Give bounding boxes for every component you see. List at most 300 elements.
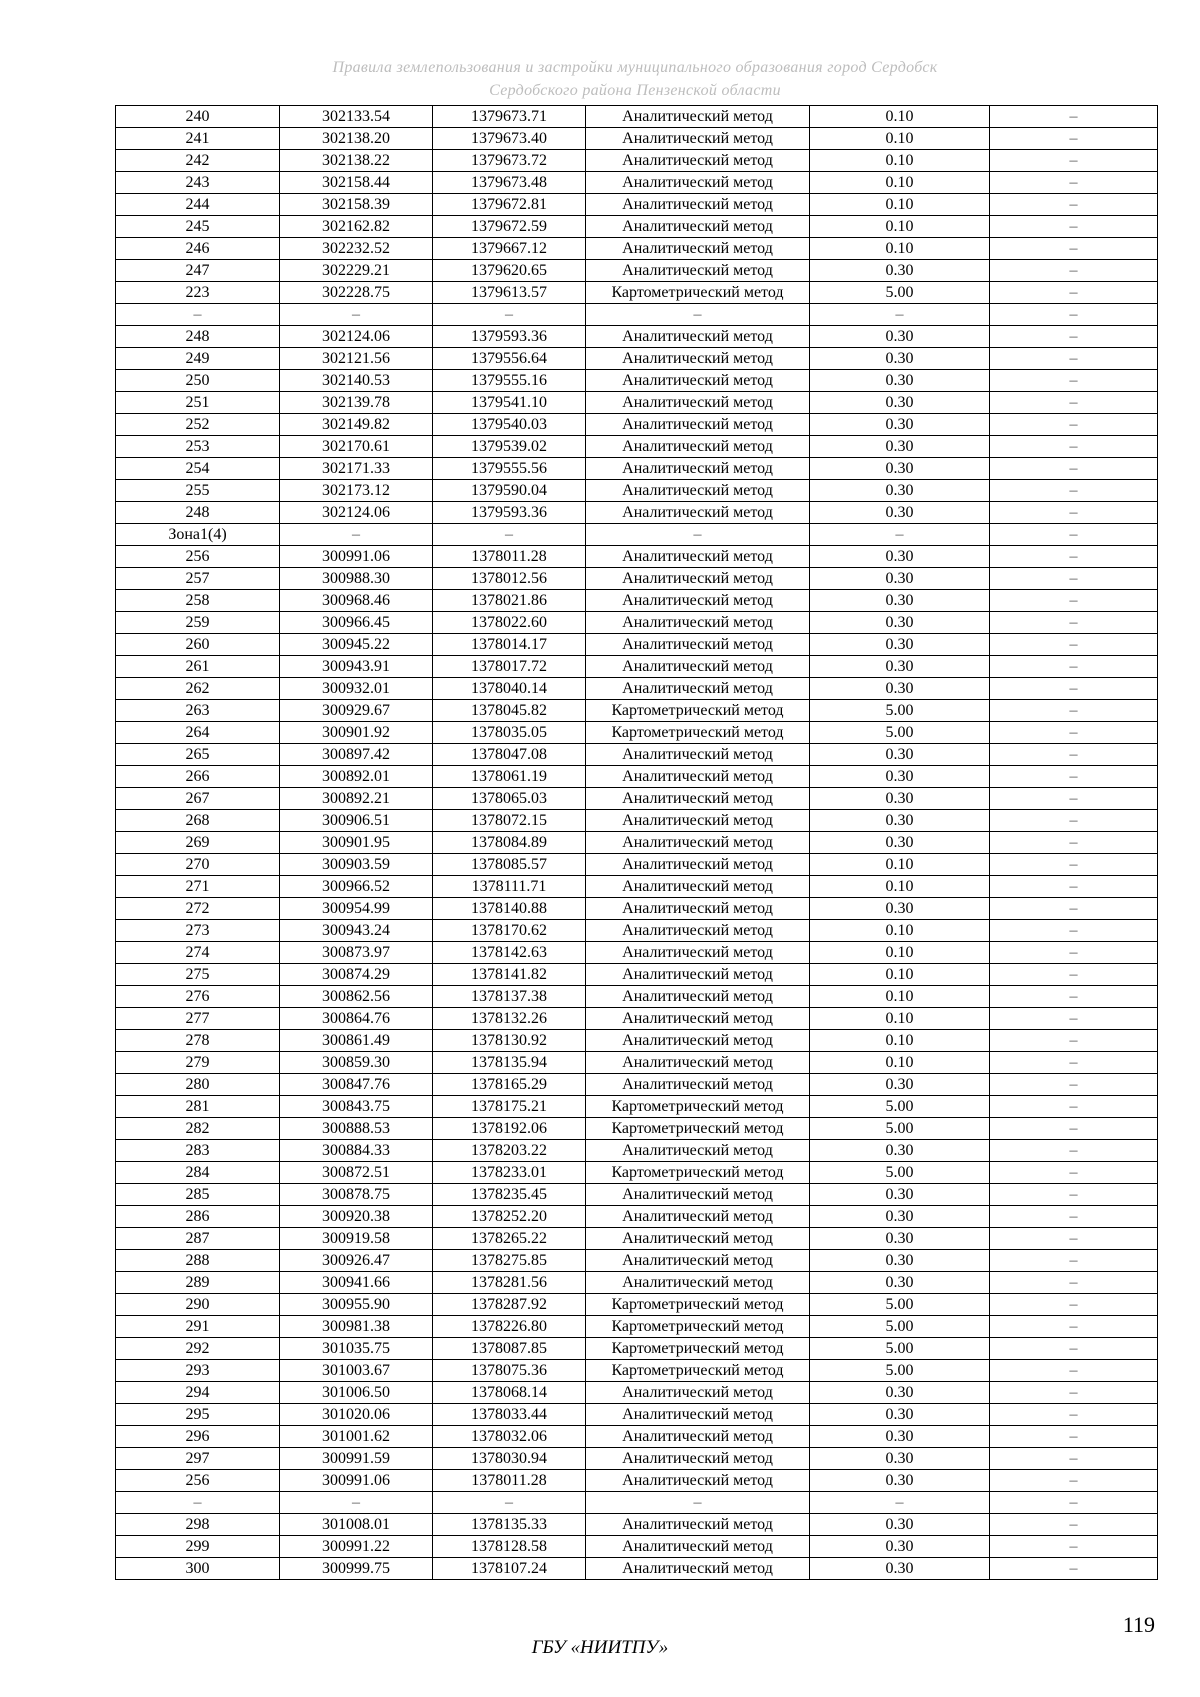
point-number-cell: 252 xyxy=(116,414,280,436)
description-cell: – xyxy=(990,1404,1158,1426)
description-cell: – xyxy=(990,1250,1158,1272)
point-number-cell: 241 xyxy=(116,128,280,150)
accuracy-cell: 0.10 xyxy=(810,1052,990,1074)
accuracy-cell: 0.10 xyxy=(810,942,990,964)
point-number-cell: 297 xyxy=(116,1448,280,1470)
x-coordinate-cell: 302138.20 xyxy=(280,128,433,150)
y-coordinate-cell: 1378085.57 xyxy=(433,854,586,876)
description-cell: – xyxy=(990,1316,1158,1338)
method-cell: Аналитический метод xyxy=(586,1030,810,1052)
x-coordinate-cell: 301001.62 xyxy=(280,1426,433,1448)
method-cell: Аналитический метод xyxy=(586,1536,810,1558)
point-number-cell: 281 xyxy=(116,1096,280,1118)
description-cell: – xyxy=(990,106,1158,128)
coordinates-table-body xyxy=(116,106,1158,1580)
accuracy-cell: 0.30 xyxy=(810,1382,990,1404)
accuracy-cell: 0.30 xyxy=(810,1404,990,1426)
accuracy-cell: 0.30 xyxy=(810,480,990,502)
method-cell: Картометрический метод xyxy=(586,1162,810,1184)
point-number-cell: 285 xyxy=(116,1184,280,1206)
table-row xyxy=(116,1448,1158,1470)
y-coordinate-cell: 1378030.94 xyxy=(433,1448,586,1470)
description-cell: – xyxy=(990,260,1158,282)
y-coordinate-cell: 1379673.40 xyxy=(433,128,586,150)
accuracy-cell: 0.30 xyxy=(810,1426,990,1448)
point-number-cell: 292 xyxy=(116,1338,280,1360)
accuracy-cell: 0.30 xyxy=(810,1140,990,1162)
description-cell: – xyxy=(990,1272,1158,1294)
accuracy-cell: 0.10 xyxy=(810,150,990,172)
x-coordinate-cell: 300864.76 xyxy=(280,1008,433,1030)
x-coordinate-cell: 301003.67 xyxy=(280,1360,433,1382)
method-cell: Аналитический метод xyxy=(586,1558,810,1580)
description-cell: – xyxy=(990,1294,1158,1316)
y-coordinate-cell: 1378061.19 xyxy=(433,766,586,788)
table-row xyxy=(116,194,1158,216)
y-coordinate-cell: 1379593.36 xyxy=(433,326,586,348)
accuracy-cell: 0.30 xyxy=(810,590,990,612)
description-cell: – xyxy=(990,546,1158,568)
accuracy-cell: 0.30 xyxy=(810,436,990,458)
table-row xyxy=(116,414,1158,436)
table-row xyxy=(116,1140,1158,1162)
accuracy-cell: 0.10 xyxy=(810,920,990,942)
y-coordinate-cell: 1378111.71 xyxy=(433,876,586,898)
description-cell: – xyxy=(990,568,1158,590)
point-number-cell: 280 xyxy=(116,1074,280,1096)
table-row xyxy=(116,678,1158,700)
table-row xyxy=(116,964,1158,986)
accuracy-cell: – xyxy=(810,1492,990,1514)
accuracy-cell: 0.30 xyxy=(810,612,990,634)
y-coordinate-cell: 1378035.05 xyxy=(433,722,586,744)
x-coordinate-cell: 300903.59 xyxy=(280,854,433,876)
x-coordinate-cell: 302158.39 xyxy=(280,194,433,216)
accuracy-cell: 0.30 xyxy=(810,766,990,788)
y-coordinate-cell: 1378128.58 xyxy=(433,1536,586,1558)
x-coordinate-cell: 300920.38 xyxy=(280,1206,433,1228)
method-cell: Аналитический метод xyxy=(586,546,810,568)
description-cell: – xyxy=(990,282,1158,304)
x-coordinate-cell: 302149.82 xyxy=(280,414,433,436)
description-cell: – xyxy=(990,612,1158,634)
accuracy-cell: 0.30 xyxy=(810,260,990,282)
description-cell: – xyxy=(990,524,1158,546)
description-cell: – xyxy=(990,854,1158,876)
y-coordinate-cell: 1378203.22 xyxy=(433,1140,586,1162)
accuracy-cell: 0.30 xyxy=(810,502,990,524)
description-cell: – xyxy=(990,722,1158,744)
x-coordinate-cell: 300874.29 xyxy=(280,964,433,986)
method-cell: Аналитический метод xyxy=(586,678,810,700)
accuracy-cell: 0.30 xyxy=(810,414,990,436)
accuracy-cell: 0.30 xyxy=(810,656,990,678)
description-cell: – xyxy=(990,216,1158,238)
description-cell: – xyxy=(990,304,1158,326)
table-row xyxy=(116,1360,1158,1382)
x-coordinate-cell: 302121.56 xyxy=(280,348,433,370)
table-row xyxy=(116,502,1158,524)
table-row xyxy=(116,524,1158,546)
method-cell: Аналитический метод xyxy=(586,1074,810,1096)
y-coordinate-cell: 1378132.26 xyxy=(433,1008,586,1030)
table-row xyxy=(116,1404,1158,1426)
y-coordinate-cell: 1379540.03 xyxy=(433,414,586,436)
y-coordinate-cell: 1378045.82 xyxy=(433,700,586,722)
method-cell: Аналитический метод xyxy=(586,150,810,172)
accuracy-cell: 5.00 xyxy=(810,1360,990,1382)
method-cell: – xyxy=(586,1492,810,1514)
description-cell: – xyxy=(990,634,1158,656)
x-coordinate-cell: 300991.06 xyxy=(280,546,433,568)
y-coordinate-cell: 1378047.08 xyxy=(433,744,586,766)
method-cell: Аналитический метод xyxy=(586,876,810,898)
y-coordinate-cell: 1378165.29 xyxy=(433,1074,586,1096)
point-number-cell: 286 xyxy=(116,1206,280,1228)
table-row xyxy=(116,1250,1158,1272)
y-coordinate-cell: 1378141.82 xyxy=(433,964,586,986)
table-row xyxy=(116,788,1158,810)
x-coordinate-cell: 300929.67 xyxy=(280,700,433,722)
method-cell: Аналитический метод xyxy=(586,348,810,370)
y-coordinate-cell: 1378235.45 xyxy=(433,1184,586,1206)
method-cell: Аналитический метод xyxy=(586,458,810,480)
description-cell: – xyxy=(990,744,1158,766)
description-cell: – xyxy=(990,986,1158,1008)
accuracy-cell: – xyxy=(810,524,990,546)
method-cell: Аналитический метод xyxy=(586,194,810,216)
method-cell: Аналитический метод xyxy=(586,1008,810,1030)
x-coordinate-cell: 300888.53 xyxy=(280,1118,433,1140)
method-cell: Аналитический метод xyxy=(586,1206,810,1228)
accuracy-cell: 0.10 xyxy=(810,106,990,128)
table-row xyxy=(116,370,1158,392)
table-row xyxy=(116,854,1158,876)
accuracy-cell: 0.30 xyxy=(810,634,990,656)
method-cell: Аналитический метод xyxy=(586,216,810,238)
y-coordinate-cell: – xyxy=(433,524,586,546)
y-coordinate-cell: 1378017.72 xyxy=(433,656,586,678)
description-cell: – xyxy=(990,1558,1158,1580)
table-row xyxy=(116,744,1158,766)
table-row xyxy=(116,1228,1158,1250)
description-cell: – xyxy=(990,1470,1158,1492)
y-coordinate-cell: 1378075.36 xyxy=(433,1360,586,1382)
point-number-cell: 255 xyxy=(116,480,280,502)
y-coordinate-cell: 1378033.44 xyxy=(433,1404,586,1426)
x-coordinate-cell: 300878.75 xyxy=(280,1184,433,1206)
description-cell: – xyxy=(990,876,1158,898)
method-cell: – xyxy=(586,304,810,326)
x-coordinate-cell: 300955.90 xyxy=(280,1294,433,1316)
x-coordinate-cell: 302170.61 xyxy=(280,436,433,458)
description-cell: – xyxy=(990,414,1158,436)
table-row xyxy=(116,766,1158,788)
point-number-cell: 263 xyxy=(116,700,280,722)
x-coordinate-cell: 300966.45 xyxy=(280,612,433,634)
point-number-cell: 242 xyxy=(116,150,280,172)
point-number-cell: 269 xyxy=(116,832,280,854)
x-coordinate-cell: 300872.51 xyxy=(280,1162,433,1184)
table-row xyxy=(116,634,1158,656)
x-coordinate-cell: 300954.99 xyxy=(280,898,433,920)
accuracy-cell: 5.00 xyxy=(810,1096,990,1118)
y-coordinate-cell: 1379620.65 xyxy=(433,260,586,282)
y-coordinate-cell: 1378265.22 xyxy=(433,1228,586,1250)
accuracy-cell: 0.30 xyxy=(810,832,990,854)
method-cell: Аналитический метод xyxy=(586,172,810,194)
method-cell: Аналитический метод xyxy=(586,1184,810,1206)
method-cell: Аналитический метод xyxy=(586,634,810,656)
header-line-1: Правила землепользования и застройки муниципального образования город Сердобск xyxy=(332,59,938,76)
accuracy-cell: 0.30 xyxy=(810,1272,990,1294)
point-number-cell: 272 xyxy=(116,898,280,920)
point-number-cell: 266 xyxy=(116,766,280,788)
method-cell: Аналитический метод xyxy=(586,414,810,436)
method-cell: Аналитический метод xyxy=(586,1228,810,1250)
method-cell: Картометрический метод xyxy=(586,1316,810,1338)
method-cell: Аналитический метод xyxy=(586,964,810,986)
y-coordinate-cell: 1378135.94 xyxy=(433,1052,586,1074)
method-cell: Аналитический метод xyxy=(586,1052,810,1074)
x-coordinate-cell: 300991.06 xyxy=(280,1470,433,1492)
point-number-cell: 299 xyxy=(116,1536,280,1558)
description-cell: – xyxy=(990,766,1158,788)
description-cell: – xyxy=(990,920,1158,942)
y-coordinate-cell: 1378287.92 xyxy=(433,1294,586,1316)
point-number-cell: 264 xyxy=(116,722,280,744)
table-row xyxy=(116,1514,1158,1536)
y-coordinate-cell: 1378072.15 xyxy=(433,810,586,832)
accuracy-cell: 0.30 xyxy=(810,1228,990,1250)
accuracy-cell: 0.10 xyxy=(810,194,990,216)
y-coordinate-cell: 1378022.60 xyxy=(433,612,586,634)
description-cell: – xyxy=(990,1184,1158,1206)
description-cell: – xyxy=(990,678,1158,700)
x-coordinate-cell: 300932.01 xyxy=(280,678,433,700)
method-cell: Аналитический метод xyxy=(586,1404,810,1426)
accuracy-cell: 5.00 xyxy=(810,1162,990,1184)
method-cell: Аналитический метод xyxy=(586,480,810,502)
description-cell: – xyxy=(990,392,1158,414)
method-cell: Аналитический метод xyxy=(586,106,810,128)
point-number-cell: 251 xyxy=(116,392,280,414)
x-coordinate-cell: 300991.22 xyxy=(280,1536,433,1558)
description-cell: – xyxy=(990,1382,1158,1404)
accuracy-cell: 0.30 xyxy=(810,392,990,414)
method-cell: Аналитический метод xyxy=(586,766,810,788)
description-cell: – xyxy=(990,898,1158,920)
x-coordinate-cell: 302158.44 xyxy=(280,172,433,194)
description-cell: – xyxy=(990,656,1158,678)
x-coordinate-cell: 302229.21 xyxy=(280,260,433,282)
point-number-cell: 296 xyxy=(116,1426,280,1448)
table-row xyxy=(116,1118,1158,1140)
x-coordinate-cell: 300919.58 xyxy=(280,1228,433,1250)
accuracy-cell: 0.30 xyxy=(810,458,990,480)
method-cell: Аналитический метод xyxy=(586,1382,810,1404)
accuracy-cell: 0.30 xyxy=(810,326,990,348)
point-number-cell: 254 xyxy=(116,458,280,480)
table-row xyxy=(116,1536,1158,1558)
x-coordinate-cell: – xyxy=(280,304,433,326)
point-number-cell: 245 xyxy=(116,216,280,238)
y-coordinate-cell: 1379613.57 xyxy=(433,282,586,304)
point-number-cell: 287 xyxy=(116,1228,280,1250)
method-cell: Аналитический метод xyxy=(586,238,810,260)
description-cell: – xyxy=(990,436,1158,458)
method-cell: Аналитический метод xyxy=(586,1514,810,1536)
point-number-cell: 250 xyxy=(116,370,280,392)
x-coordinate-cell: 300897.42 xyxy=(280,744,433,766)
accuracy-cell: 5.00 xyxy=(810,1294,990,1316)
method-cell: Аналитический метод xyxy=(586,436,810,458)
x-coordinate-cell: 300966.52 xyxy=(280,876,433,898)
x-coordinate-cell: 300843.75 xyxy=(280,1096,433,1118)
accuracy-cell: 0.30 xyxy=(810,1184,990,1206)
table-row xyxy=(116,436,1158,458)
point-number-cell: 288 xyxy=(116,1250,280,1272)
method-cell: Аналитический метод xyxy=(586,612,810,634)
method-cell: Аналитический метод xyxy=(586,128,810,150)
table-row xyxy=(116,832,1158,854)
table-row xyxy=(116,1426,1158,1448)
accuracy-cell: 0.30 xyxy=(810,1250,990,1272)
x-coordinate-cell: 302138.22 xyxy=(280,150,433,172)
y-coordinate-cell: 1379673.48 xyxy=(433,172,586,194)
y-coordinate-cell: 1379673.72 xyxy=(433,150,586,172)
y-coordinate-cell: 1378192.06 xyxy=(433,1118,586,1140)
point-number-cell: 262 xyxy=(116,678,280,700)
accuracy-cell: 0.10 xyxy=(810,172,990,194)
point-number-cell: 256 xyxy=(116,546,280,568)
point-number-cell: 291 xyxy=(116,1316,280,1338)
point-number-cell: 283 xyxy=(116,1140,280,1162)
table-row xyxy=(116,546,1158,568)
accuracy-cell: 0.30 xyxy=(810,1514,990,1536)
point-number-cell: 223 xyxy=(116,282,280,304)
method-cell: Аналитический метод xyxy=(586,832,810,854)
y-coordinate-cell: 1378011.28 xyxy=(433,1470,586,1492)
y-coordinate-cell: 1378142.63 xyxy=(433,942,586,964)
table-row xyxy=(116,590,1158,612)
point-number-cell: 273 xyxy=(116,920,280,942)
description-cell: – xyxy=(990,1140,1158,1162)
table-row xyxy=(116,304,1158,326)
y-coordinate-cell: 1379667.12 xyxy=(433,238,586,260)
x-coordinate-cell: 300901.92 xyxy=(280,722,433,744)
point-number-cell: 257 xyxy=(116,568,280,590)
method-cell: Картометрический метод xyxy=(586,1118,810,1140)
point-number-cell: 295 xyxy=(116,1404,280,1426)
table-row xyxy=(116,1558,1158,1580)
point-number-cell: 294 xyxy=(116,1382,280,1404)
y-coordinate-cell: 1378130.92 xyxy=(433,1030,586,1052)
table-row xyxy=(116,942,1158,964)
y-coordinate-cell: 1379555.56 xyxy=(433,458,586,480)
y-coordinate-cell: – xyxy=(433,1492,586,1514)
description-cell: – xyxy=(990,788,1158,810)
y-coordinate-cell: 1378140.88 xyxy=(433,898,586,920)
method-cell: Картометрический метод xyxy=(586,1096,810,1118)
x-coordinate-cell: 302232.52 xyxy=(280,238,433,260)
y-coordinate-cell: – xyxy=(433,304,586,326)
point-number-cell: – xyxy=(116,1492,280,1514)
point-number-cell: 253 xyxy=(116,436,280,458)
y-coordinate-cell: 1378275.85 xyxy=(433,1250,586,1272)
accuracy-cell: 5.00 xyxy=(810,722,990,744)
x-coordinate-cell: – xyxy=(280,1492,433,1514)
method-cell: Аналитический метод xyxy=(586,568,810,590)
point-number-cell: 282 xyxy=(116,1118,280,1140)
method-cell: Аналитический метод xyxy=(586,590,810,612)
method-cell: Аналитический метод xyxy=(586,392,810,414)
x-coordinate-cell: 300892.01 xyxy=(280,766,433,788)
description-cell: – xyxy=(990,1536,1158,1558)
point-number-cell: 259 xyxy=(116,612,280,634)
method-cell: Аналитический метод xyxy=(586,370,810,392)
y-coordinate-cell: 1378040.14 xyxy=(433,678,586,700)
x-coordinate-cell: 302140.53 xyxy=(280,370,433,392)
description-cell: – xyxy=(990,194,1158,216)
method-cell: Аналитический метод xyxy=(586,1448,810,1470)
x-coordinate-cell: 301008.01 xyxy=(280,1514,433,1536)
y-coordinate-cell: 1379672.59 xyxy=(433,216,586,238)
description-cell: – xyxy=(990,238,1158,260)
description-cell: – xyxy=(990,1228,1158,1250)
accuracy-cell: 0.30 xyxy=(810,788,990,810)
description-cell: – xyxy=(990,1030,1158,1052)
y-coordinate-cell: 1379556.64 xyxy=(433,348,586,370)
table-row xyxy=(116,260,1158,282)
table-row xyxy=(116,1008,1158,1030)
description-cell: – xyxy=(990,370,1158,392)
point-number-cell: 277 xyxy=(116,1008,280,1030)
y-coordinate-cell: 1379593.36 xyxy=(433,502,586,524)
method-cell: Аналитический метод xyxy=(586,810,810,832)
y-coordinate-cell: 1379539.02 xyxy=(433,436,586,458)
table-row xyxy=(116,458,1158,480)
y-coordinate-cell: 1378281.56 xyxy=(433,1272,586,1294)
method-cell: Аналитический метод xyxy=(586,1272,810,1294)
accuracy-cell: 0.30 xyxy=(810,810,990,832)
table-row xyxy=(116,810,1158,832)
description-cell: – xyxy=(990,590,1158,612)
table-row xyxy=(116,1030,1158,1052)
y-coordinate-cell: 1378233.01 xyxy=(433,1162,586,1184)
x-coordinate-cell: 301020.06 xyxy=(280,1404,433,1426)
table-row xyxy=(116,216,1158,238)
table-row xyxy=(116,1492,1158,1514)
point-number-cell: 300 xyxy=(116,1558,280,1580)
point-number-cell: 258 xyxy=(116,590,280,612)
y-coordinate-cell: 1378226.80 xyxy=(433,1316,586,1338)
header-line-2: Сердобского района Пензенской области xyxy=(489,82,781,99)
method-cell: Аналитический метод xyxy=(586,942,810,964)
point-number-cell: 270 xyxy=(116,854,280,876)
table-row xyxy=(116,326,1158,348)
description-cell: – xyxy=(990,1426,1158,1448)
description-cell: – xyxy=(990,700,1158,722)
description-cell: – xyxy=(990,1206,1158,1228)
point-number-cell: 276 xyxy=(116,986,280,1008)
table-row xyxy=(116,172,1158,194)
accuracy-cell: 0.30 xyxy=(810,744,990,766)
table-row xyxy=(116,876,1158,898)
table-row xyxy=(116,986,1158,1008)
table-row xyxy=(116,348,1158,370)
y-coordinate-cell: 1378032.06 xyxy=(433,1426,586,1448)
